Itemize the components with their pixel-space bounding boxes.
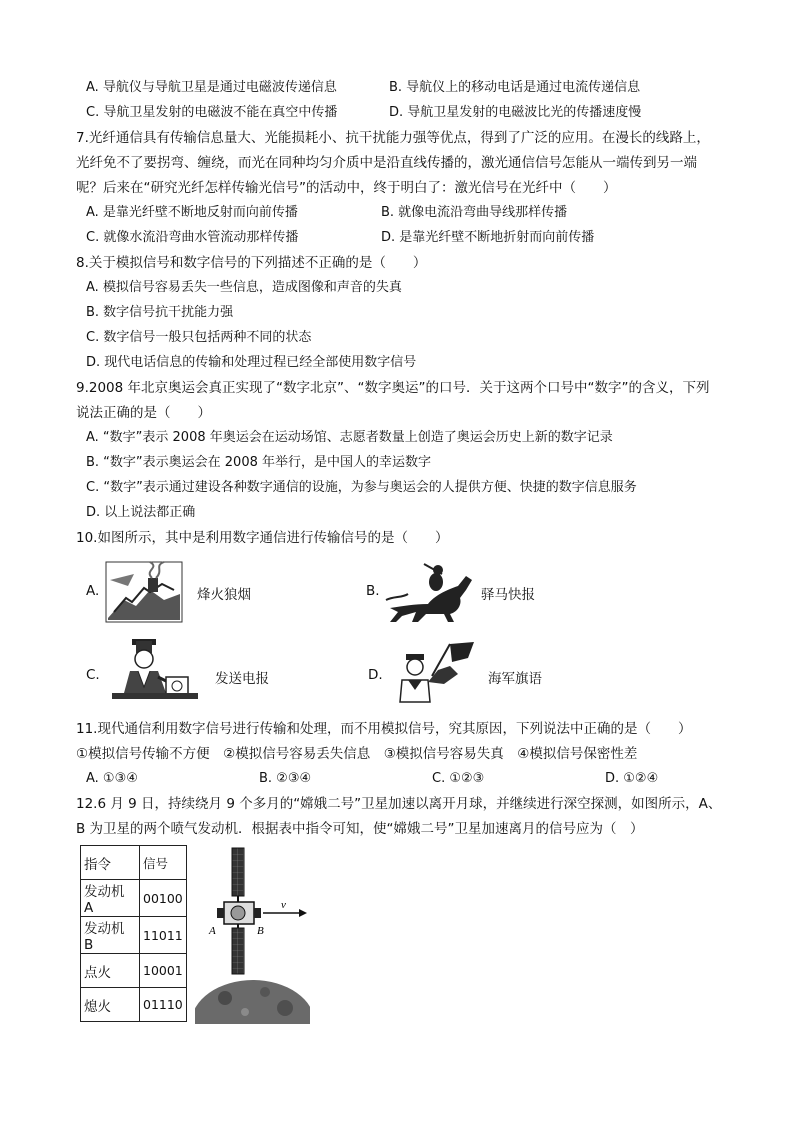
q8-option-d: D. 现代电话信息的传输和处理过程已经全部使用数字信号	[86, 355, 417, 370]
q9-option-b: B. “数字”表示奥运会在 2008 年举行，是中国人的幸运数字	[86, 455, 432, 470]
table-row	[81, 988, 187, 1022]
q8-option-c: C. 数字信号一般只包括两种不同的状态	[86, 330, 312, 345]
q10-option-d-letter: D.	[368, 667, 383, 683]
q6-option-d: D. 导航卫星发射的电磁波比光的传播速度慢	[389, 105, 642, 120]
table-cell: 发动机 B	[81, 917, 140, 954]
table-header-cell: 信号	[140, 846, 187, 880]
q9-stem-line2: 说法正确的是（ ）	[76, 405, 211, 421]
horse-courier-picture	[384, 560, 476, 624]
q7-stem-line2: 光纤免不了要拐弯、缠绕，而光在同种均匀介质中是沿直线传播的，激光通信信号怎能从一端传到另一端	[76, 155, 697, 171]
q6-option-c: C. 导航卫星发射的电磁波不能在真空中传播	[86, 105, 338, 120]
q11-option-d: D. ①②④	[605, 771, 659, 786]
engine-a-label: A	[209, 925, 216, 937]
q10-option-a-caption: 烽火狼烟	[197, 587, 251, 603]
q11-stem: 11.现代通信利用数字信号进行传输和处理，而不用模拟信号，究其原因，下列说法中正确的是（ ）	[76, 721, 692, 737]
q9-option-c: C. “数字”表示通过建设各种数字通信的设施，为参与奥运会的人提供方便、快捷的数字信息服务	[86, 480, 637, 495]
q6-option-a: A. 导航仪与导航卫星是通过电磁波传递信息	[86, 80, 337, 95]
table-header-row	[81, 846, 187, 880]
q7-option-d: D. 是靠光纤壁不断地折射而向前传播	[381, 230, 595, 245]
q12-stem-line2: B 为卫星的两个喷气发动机．根据表中指令可知，使“嫦娥二号”卫星加速离月的信号应为（ ）	[76, 821, 644, 837]
q6-option-b: B. 导航仪上的移动电话是通过电流传递信息	[389, 80, 641, 95]
telegraph-operator-picture	[108, 637, 200, 703]
table-cell: 10001	[140, 954, 187, 988]
q8-stem: 8.关于模拟信号和数字信号的下列描述不正确的是（ ）	[76, 255, 427, 271]
q7-option-a: A. 是靠光纤壁不断地反射而向前传播	[86, 205, 298, 220]
table-row	[81, 880, 187, 917]
table-cell: 11011	[140, 917, 187, 954]
q10-option-b-caption: 驿马快报	[481, 587, 535, 603]
q10-option-c-caption: 发送电报	[215, 671, 269, 687]
q11-option-c: C. ①②③	[432, 771, 485, 786]
q8-option-b: B. 数字信号抗干扰能力强	[86, 305, 234, 320]
q10-stem: 10.如图所示，其中是利用数字通信进行传输信号的是（ ）	[76, 530, 449, 546]
naval-flag-signal-picture	[394, 640, 476, 704]
q10-option-a-letter: A.	[86, 583, 100, 599]
q7-stem-line1: 7.光纤通信具有传输信息量大、光能损耗小、抗干扰能力强等优点，得到了广泛的应用。在漫长的线路上，	[76, 130, 710, 146]
table-row	[81, 917, 187, 954]
q11-reasons: ①模拟信号传输不方便 ②模拟信号容易丢失信息 ③模拟信号容易失真 ④模拟信号保密性差	[76, 746, 638, 762]
q7-option-b: B. 就像电流沿弯曲导线那样传播	[381, 205, 568, 220]
table-row	[81, 954, 187, 988]
command-signal-table	[80, 845, 187, 1022]
engine-b-label: B	[257, 925, 264, 937]
q7-option-c: C. 就像水流沿弯曲水管流动那样传播	[86, 230, 299, 245]
table-cell: 00100	[140, 880, 187, 917]
table-header-cell: 指令	[81, 846, 140, 880]
q11-option-a: A. ①③④	[86, 771, 138, 786]
table-cell: 01110	[140, 988, 187, 1022]
q11-option-b: B. ②③④	[259, 771, 312, 786]
beacon-fire-picture	[104, 560, 184, 624]
q9-option-d: D. 以上说法都正确	[86, 505, 196, 520]
table-cell: 熄火	[81, 988, 140, 1022]
velocity-label: v	[281, 899, 286, 911]
q8-option-a: A. 模拟信号容易丢失一些信息，造成图像和声音的失真	[86, 280, 402, 295]
q7-stem-line3: 呢？后来在“研究光纤怎样传输光信号”的活动中，终于明白了：激光信号在光纤中（ ）	[76, 180, 617, 196]
q10-option-b-letter: B.	[366, 583, 380, 599]
q9-option-a: A. “数字”表示 2008 年奥运会在运动场馆、志愿者数量上创造了奥运会历史上新的数字记录	[86, 430, 613, 445]
satellite-moon-figure	[195, 842, 310, 1024]
table-cell: 发动机 A	[81, 880, 140, 917]
q12-stem-line1: 12.6 月 9 日，持续绕月 9 个多月的“嫦娥二号”卫星加速以离开月球，并继续进行深空探测，如图所示，A、	[76, 796, 722, 812]
table-cell: 点火	[81, 954, 140, 988]
q10-option-d-caption: 海军旗语	[488, 671, 542, 687]
q10-option-c-letter: C.	[86, 667, 100, 683]
q9-stem-line1: 9.2008 年北京奥运会真正实现了“数字北京”、“数字奥运”的口号．关于这两个口号中“数字”的含义，下列	[76, 380, 710, 396]
